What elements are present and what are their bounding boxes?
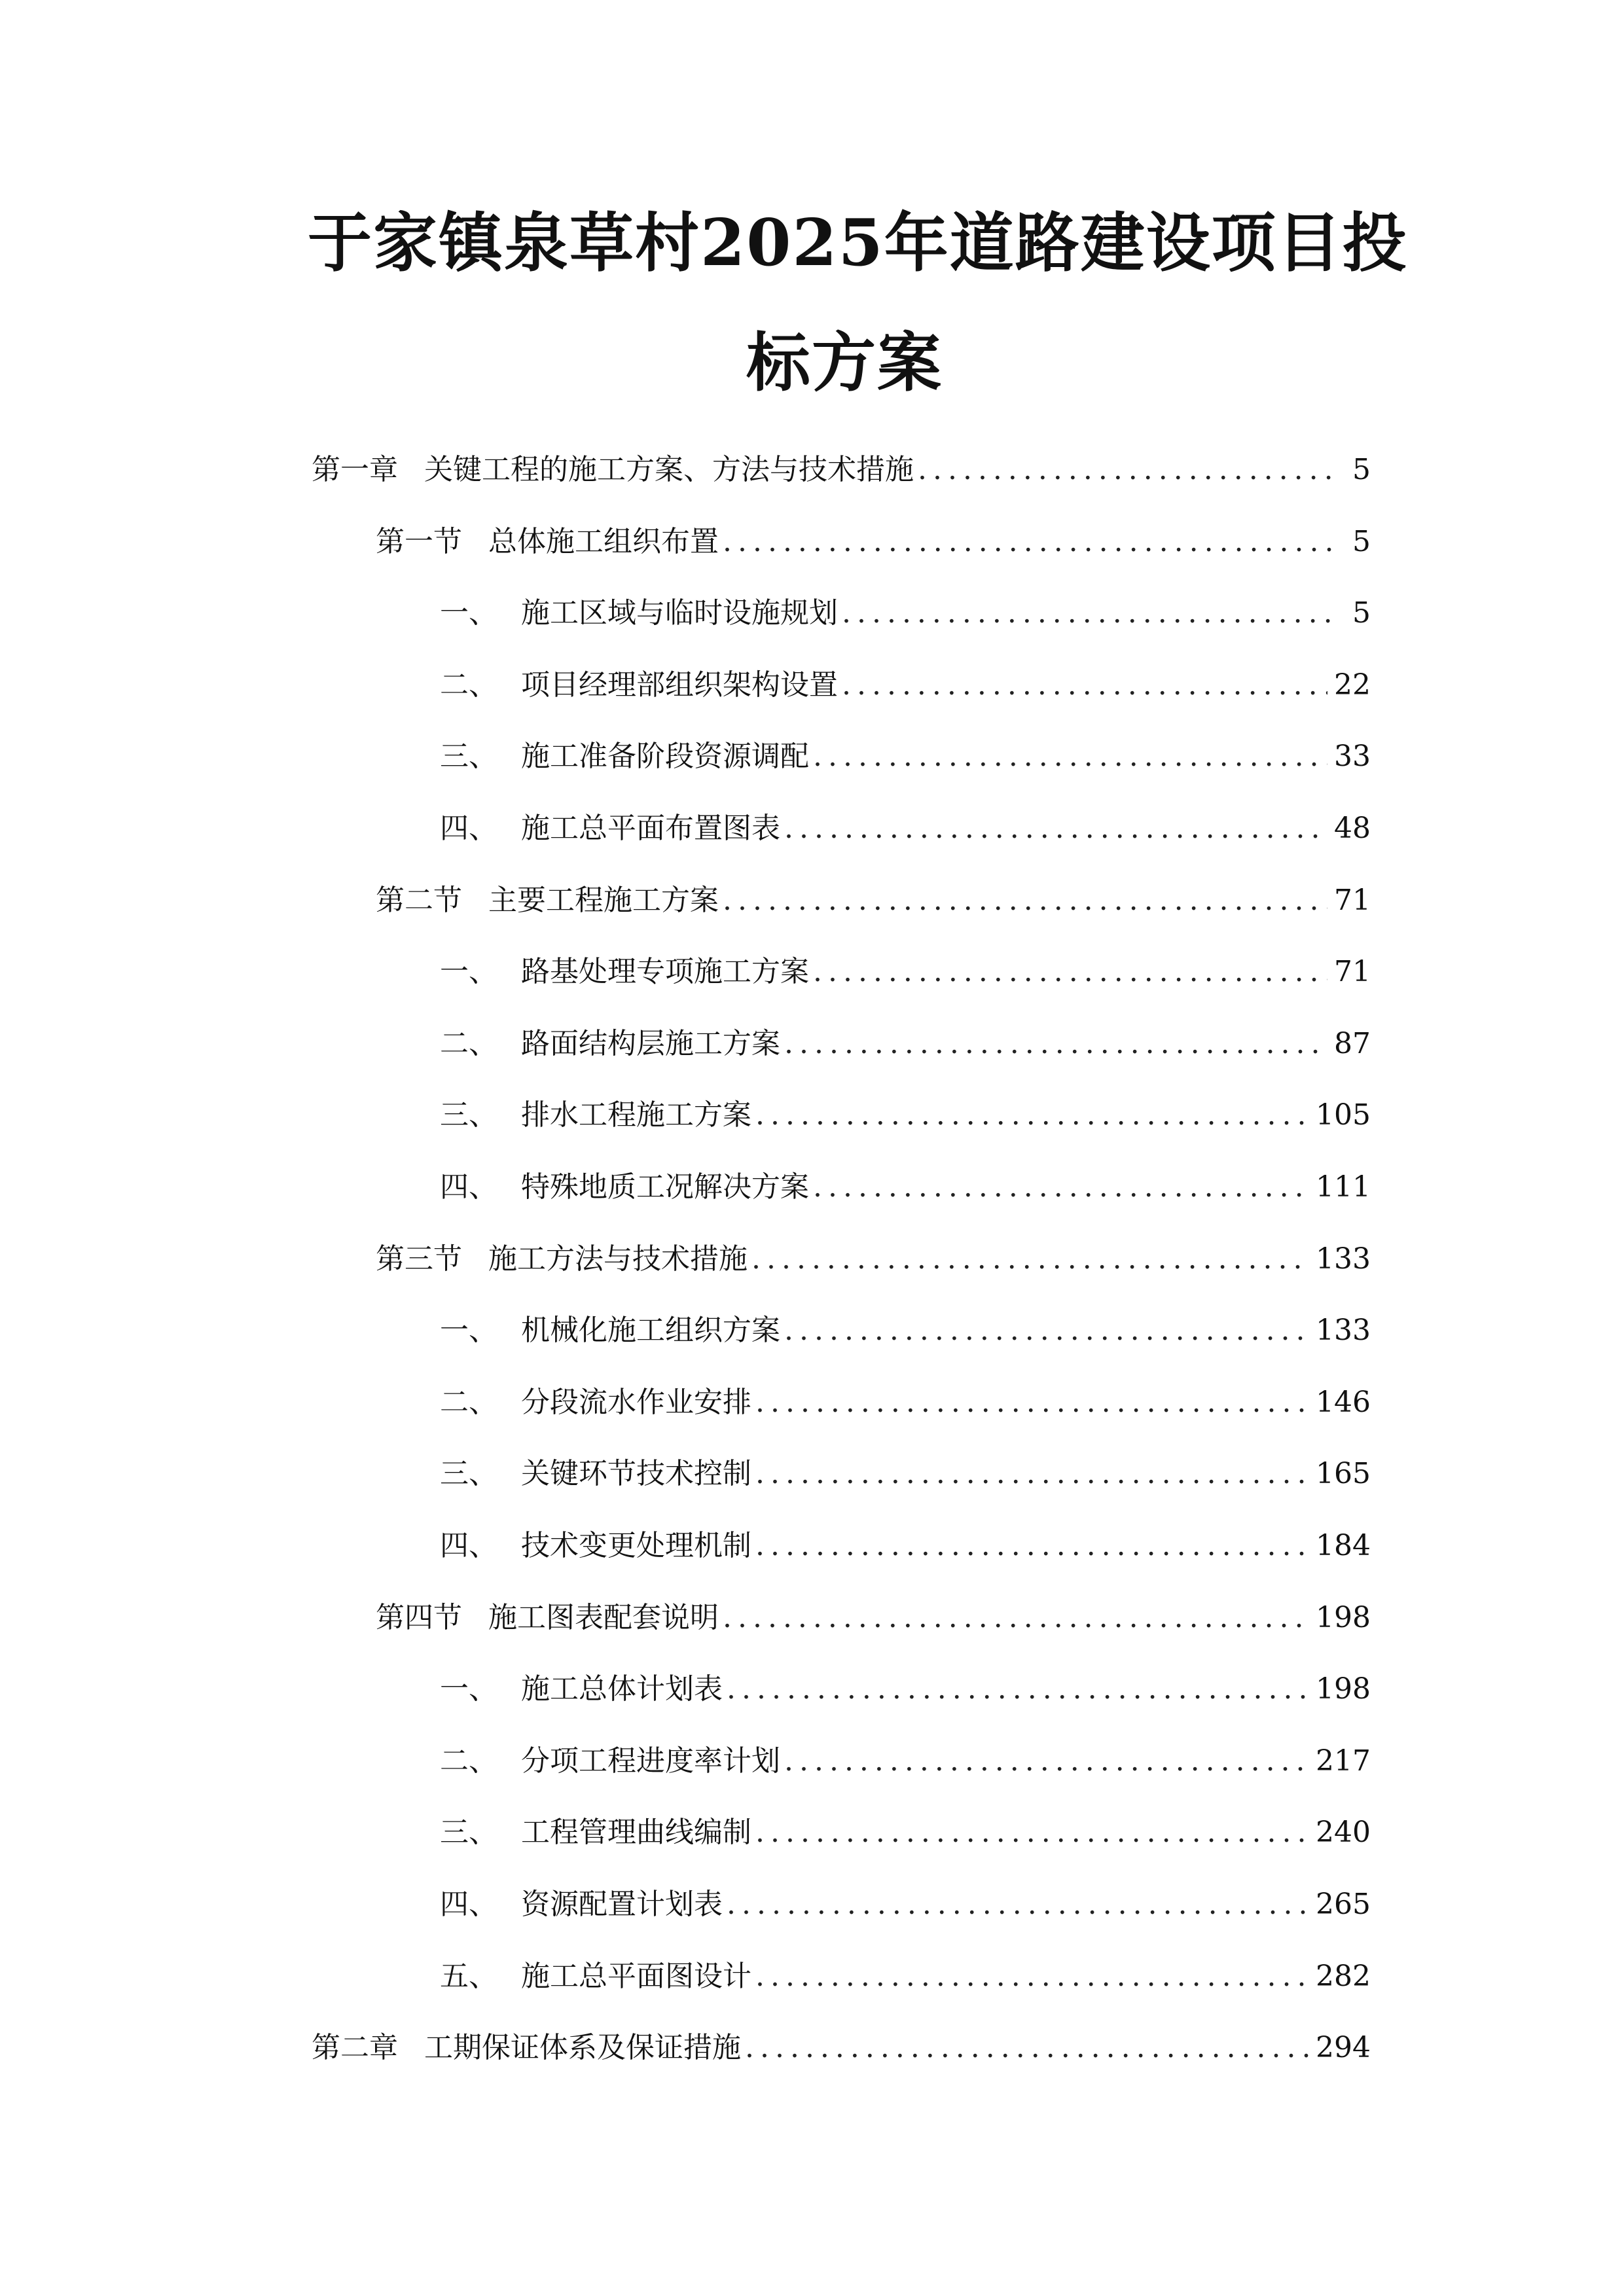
toc-entry-label: 技术变更处理机制 <box>521 1529 751 1562</box>
toc-entry-label: 关键工程的施工方案、方法与技术措施 <box>424 453 914 486</box>
toc-entry-page-number: 240 <box>1316 1816 1371 1849</box>
toc-entry[interactable] <box>440 1810 1371 1856</box>
toc-entry-page-number: 133 <box>1316 1242 1371 1276</box>
toc-entry-page-number: 5 <box>1352 525 1371 558</box>
toc-dot-leader <box>755 1092 1309 1138</box>
toc-dot-leader <box>723 519 1338 565</box>
toc-entry-page-number: 184 <box>1316 1529 1371 1562</box>
toc-entry-page-number: 111 <box>1316 1170 1371 1204</box>
toc-entry[interactable] <box>440 1738 1371 1784</box>
toc-entry-label: 机械化施工组织方案 <box>521 1314 780 1347</box>
document-title-line1: 于家镇泉草村2025年道路建设项目投 <box>308 206 1408 281</box>
toc-dot-leader <box>918 447 1338 493</box>
toc-entry[interactable] <box>312 447 1371 493</box>
toc-entry[interactable] <box>440 1451 1371 1497</box>
toc-entry-number: 三、 <box>440 1098 497 1132</box>
toc-dot-leader <box>755 1810 1309 1856</box>
toc-entry-number: 第四节 <box>376 1601 462 1634</box>
toc-dot-leader <box>842 662 1327 708</box>
toc-entry[interactable] <box>440 949 1371 995</box>
toc-entry-page-number: 33 <box>1334 740 1371 773</box>
toc-entry[interactable] <box>440 1882 1371 1928</box>
toc-entry[interactable] <box>440 662 1371 708</box>
toc-entry[interactable] <box>376 1595 1371 1641</box>
toc-entry-number: 二、 <box>440 1744 497 1778</box>
toc-entry-label: 施工图表配套说明 <box>488 1601 719 1634</box>
toc-dot-leader <box>745 2025 1309 2071</box>
toc-entry[interactable] <box>376 1236 1371 1282</box>
toc-entry-label: 施工总平面布置图表 <box>521 812 780 845</box>
toc-dot-leader <box>784 806 1327 852</box>
toc-entry-number: 一、 <box>440 596 497 630</box>
toc-entry-page-number: 198 <box>1316 1672 1371 1706</box>
toc-entry[interactable] <box>440 734 1371 780</box>
toc-entry[interactable] <box>440 1164 1371 1210</box>
toc-dot-leader <box>842 590 1338 636</box>
toc-entry-number: 第二节 <box>376 884 462 917</box>
toc-dot-leader <box>813 734 1327 780</box>
toc-entry-number: 一、 <box>440 955 497 988</box>
toc-entry[interactable] <box>440 1308 1371 1354</box>
toc-entry-page-number: 165 <box>1316 1457 1371 1490</box>
toc-dot-leader <box>784 1308 1309 1354</box>
toc-entry-page-number: 5 <box>1352 596 1371 630</box>
toc-entry-number: 三、 <box>440 1816 497 1849</box>
toc-entry[interactable] <box>312 2025 1371 2071</box>
toc-entry-label: 项目经理部组织架构设置 <box>521 668 838 702</box>
toc-dot-leader <box>723 878 1327 924</box>
toc-entry-page-number: 133 <box>1316 1314 1371 1347</box>
toc-entry[interactable] <box>440 1954 1371 2000</box>
toc-entry[interactable] <box>440 1380 1371 1426</box>
toc-entry-number: 三、 <box>440 740 497 773</box>
toc-entry-number: 三、 <box>440 1457 497 1490</box>
toc-entry-number: 第二章 <box>312 2031 398 2064</box>
toc-entry-label: 施工区域与临时设施规划 <box>521 596 838 630</box>
toc-entry-number: 四、 <box>440 1170 497 1204</box>
toc-entry-number: 一、 <box>440 1314 497 1347</box>
toc-entry-number: 四、 <box>440 1529 497 1562</box>
toc-dot-leader <box>723 1595 1309 1641</box>
toc-entry-label: 工期保证体系及保证措施 <box>424 2031 741 2064</box>
toc-entry[interactable] <box>440 1666 1371 1712</box>
toc-entry-page-number: 146 <box>1316 1386 1371 1419</box>
toc-dot-leader <box>784 1021 1327 1067</box>
toc-entry-page-number: 294 <box>1316 2031 1371 2064</box>
toc-dot-leader <box>755 1451 1309 1497</box>
toc-entry-number: 四、 <box>440 812 497 845</box>
toc-entry[interactable] <box>440 590 1371 636</box>
toc-entry-page-number: 198 <box>1316 1601 1371 1634</box>
toc-dot-leader <box>813 1164 1309 1210</box>
toc-entry-label: 施工方法与技术措施 <box>488 1242 748 1276</box>
toc-dot-leader <box>813 949 1327 995</box>
toc-entry-label: 施工总平面图设计 <box>521 1960 751 1993</box>
toc-entry-label: 分项工程进度率计划 <box>521 1744 780 1778</box>
toc-entry-number: 第三节 <box>376 1242 462 1276</box>
toc-entry-number: 二、 <box>440 1386 497 1419</box>
toc-entry-label: 关键环节技术控制 <box>521 1457 751 1490</box>
toc-dot-leader <box>784 1738 1309 1784</box>
toc-entry-page-number: 105 <box>1316 1098 1371 1132</box>
toc-dot-leader <box>751 1236 1309 1282</box>
toc-entry[interactable] <box>440 1092 1371 1138</box>
toc-entry-label: 工程管理曲线编制 <box>521 1816 751 1849</box>
toc-entry-number: 一、 <box>440 1672 497 1706</box>
toc-entry[interactable] <box>440 1021 1371 1067</box>
toc-entry[interactable] <box>440 1523 1371 1569</box>
toc-entry[interactable] <box>440 806 1371 852</box>
toc-entry-label: 排水工程施工方案 <box>521 1098 751 1132</box>
toc-entry-label: 主要工程施工方案 <box>488 884 719 917</box>
toc-entry-page-number: 48 <box>1334 812 1371 845</box>
toc-entry[interactable] <box>376 519 1371 565</box>
toc-dot-leader <box>727 1882 1309 1928</box>
toc-entry-number: 第一章 <box>312 453 398 486</box>
toc-entry-number: 四、 <box>440 1888 497 1921</box>
toc-entry-page-number: 265 <box>1316 1888 1371 1921</box>
toc-entry-number: 二、 <box>440 668 497 702</box>
toc-entry-label: 路面结构层施工方案 <box>521 1027 780 1060</box>
toc-entry-number: 二、 <box>440 1027 497 1060</box>
toc-entry-label: 资源配置计划表 <box>521 1888 723 1921</box>
toc-entry-page-number: 71 <box>1334 955 1371 988</box>
toc-dot-leader <box>755 1523 1309 1569</box>
toc-entry-label: 分段流水作业安排 <box>521 1386 751 1419</box>
toc-dot-leader <box>755 1380 1309 1426</box>
toc-entry-page-number: 71 <box>1334 884 1371 917</box>
toc-entry-label: 路基处理专项施工方案 <box>521 955 809 988</box>
toc-entry-label: 总体施工组织布置 <box>488 525 719 558</box>
toc-entry-label: 特殊地质工况解决方案 <box>521 1170 809 1204</box>
toc-entry-page-number: 5 <box>1352 453 1371 486</box>
toc-entry-number: 五、 <box>440 1960 497 1993</box>
toc-entry-page-number: 282 <box>1316 1960 1371 1993</box>
toc-entry-label: 施工总体计划表 <box>521 1672 723 1706</box>
toc-entry-page-number: 217 <box>1316 1744 1371 1778</box>
toc-entry-page-number: 22 <box>1334 668 1371 702</box>
toc-entry-page-number: 87 <box>1334 1027 1371 1060</box>
toc-entry-number: 第一节 <box>376 525 462 558</box>
toc-entry[interactable] <box>376 878 1371 924</box>
document-title-line2: 标方案 <box>746 325 943 401</box>
toc-entry-label: 施工准备阶段资源调配 <box>521 740 809 773</box>
toc-dot-leader <box>755 1954 1309 2000</box>
toc-dot-leader <box>727 1666 1309 1712</box>
